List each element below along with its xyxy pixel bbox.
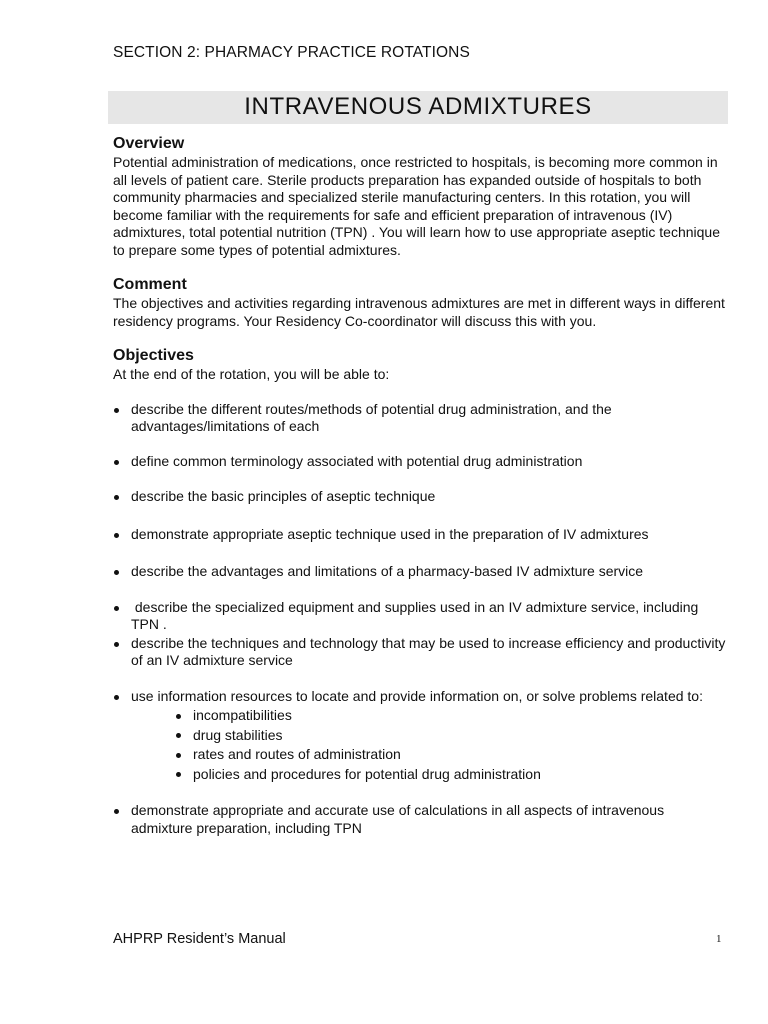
bullet-icon — [114, 570, 119, 575]
page-title: INTRAVENOUS ADMIXTURES — [108, 91, 728, 124]
comment-heading: Comment — [113, 276, 187, 293]
bullet-icon — [176, 733, 181, 738]
sub-item: policies and procedures for potential drug administration — [176, 765, 728, 785]
bullet-icon — [114, 533, 119, 538]
objective-item: describe the techniques and technology that may be used to increase efficiency and productivity of an IV admixture service — [113, 635, 728, 670]
bullet-icon — [114, 408, 119, 413]
objective-item: demonstrate appropriate and accurate use of calculations in all aspects of intravenous admixture preparation, including TPN — [113, 802, 728, 837]
objective-item: describe the advantages and limitations of a pharmacy-based IV admixture service — [113, 563, 728, 581]
footer-manual-name: AHPRP Resident’s Manual — [113, 931, 286, 947]
page-number: 1 — [716, 933, 722, 945]
sub-item: drug stabilities — [176, 726, 728, 746]
sub-item: incompatibilities — [176, 706, 728, 726]
overview-paragraph: Potential administration of medications, once restricted to hospitals, is becoming more common in all levels of patient care. Sterile products preparation has expanded outside of hospitals to both community pharmacies and specialized sterile manufacturing centers. In this rotation, you will become familiar with the requirements for safe and efficient preparation of intravenous (IV) admixtures, total potential nutrition (TPN) . You will learn how to use appropriate aseptic technique to prepare some types of potential admixtures. — [113, 154, 721, 258]
section-header: SECTION 2: PHARMACY PRACTICE ROTATIONS — [113, 44, 470, 61]
objective-sublist — [131, 706, 728, 784]
bullet-icon — [176, 714, 181, 719]
objective-item: describe the basic principles of aseptic technique — [113, 488, 728, 506]
bullet-icon — [176, 753, 181, 758]
bullet-icon — [114, 606, 119, 611]
bullet-icon — [114, 495, 119, 500]
objective-item: describe the specialized equipment and supplies used in an IV admixture service, including TPN . — [113, 599, 728, 634]
overview-heading: Overview — [113, 135, 185, 152]
sub-item: rates and routes of administration — [176, 745, 728, 765]
objectives-intro: At the end of the rotation, you will be able to: — [113, 366, 390, 382]
bullet-icon — [176, 772, 181, 777]
bullet-icon — [114, 642, 119, 647]
objectives-heading: Objectives — [113, 347, 194, 364]
objective-item: describe the different routes/methods of potential drug administration, and the advantages/limitations of each — [113, 401, 728, 436]
objective-item: define common terminology associated with potential drug administration — [113, 453, 728, 471]
objectives-list — [113, 401, 728, 838]
bullet-icon — [114, 695, 119, 700]
objective-item: use information resources to locate and provide information on, or solve problems related to: incompatibilities drug stabilities rates and routes of administration policies and procedures for potential drug administration — [113, 688, 728, 785]
bullet-icon — [114, 809, 119, 814]
comment-paragraph: The objectives and activities regarding intravenous admixtures are met in different ways in different residency programs. Your Residency Co-coordinator will discuss this with you. — [113, 295, 725, 329]
bullet-icon — [114, 460, 119, 465]
objective-item: demonstrate appropriate aseptic technique used in the preparation of IV admixtures — [113, 526, 728, 544]
document-body — [113, 134, 728, 837]
